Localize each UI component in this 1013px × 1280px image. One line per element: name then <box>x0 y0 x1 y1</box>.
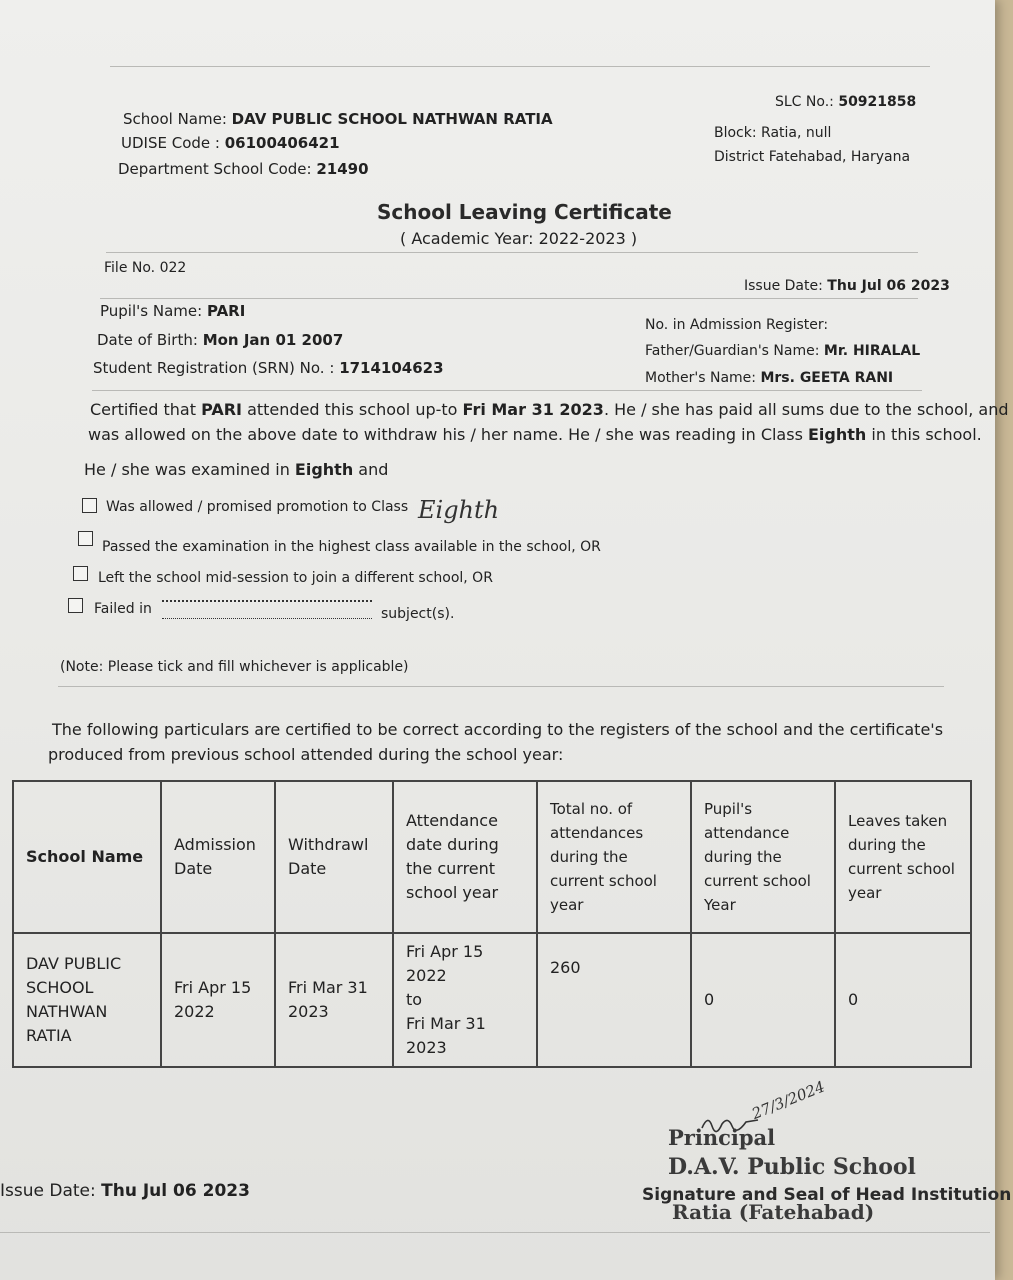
signature-label: Signature and Seal of Head Institution <box>642 1185 1012 1205</box>
left-option: Left the school mid-session to join a different school, OR <box>98 570 493 586</box>
udise-code: UDISE Code : 06100406421 <box>121 134 340 152</box>
failed-subjects-field[interactable] <box>162 600 372 619</box>
passed-option: Passed the examination in the highest class available in the school, OR <box>102 539 601 555</box>
cell-attendance-range <box>393 933 537 1067</box>
cell-leaves: 0 <box>835 933 971 1067</box>
attendance-to-word: to <box>406 990 423 1009</box>
particulars-line-2: produced from previous school attended during the school year: <box>48 745 564 764</box>
slc-number: SLC No.: 50921858 <box>775 94 917 110</box>
header-leaves-taken: Leaves taken during the current school year <box>835 781 971 933</box>
certified-line-1: Certified that PARI attended this school up-to Fri Mar 31 2023. He / she has paid all sums due to the school, and <box>90 400 1009 419</box>
department-code: Department School Code: 21490 <box>118 160 369 178</box>
attendance-from: Fri Apr 15 2022 <box>406 942 484 985</box>
date-of-birth: Date of Birth: Mon Jan 01 2007 <box>97 331 344 349</box>
handwritten-date: 27/3/2024 <box>749 1077 828 1123</box>
header-attendance-date: Attendance date during the current school year <box>393 781 537 933</box>
seal-principal: Principal <box>668 1125 776 1150</box>
left-checkbox[interactable] <box>73 566 88 581</box>
seal-location: Ratia (Fatehabad) <box>672 1200 875 1224</box>
header-school-name: School Name <box>13 781 161 933</box>
father-name: Father/Guardian's Name: Mr. HIRALAL <box>645 343 921 359</box>
certified-rule <box>92 390 922 391</box>
header-withdrawl-date: Withdrawl Date <box>275 781 393 933</box>
issue-date-top: Issue Date: Thu Jul 06 2023 <box>744 278 950 294</box>
issue-date-bottom: Issue Date: Thu Jul 06 2023 <box>0 1181 250 1201</box>
promotion-handwritten: Eighth <box>418 496 500 524</box>
seal-school: D.A.V. Public School <box>668 1154 916 1180</box>
attendance-table <box>12 780 972 1068</box>
particulars-line-1: The following particulars are certified to be correct according to the registers of the school and the certificate's <box>52 720 944 739</box>
failed-checkbox[interactable] <box>68 598 83 613</box>
bottom-rule <box>0 1232 990 1233</box>
certificate-title: School Leaving Certificate <box>377 200 672 224</box>
cell-admission: Fri Apr 15 2022 <box>161 933 275 1067</box>
certified-line-2: was allowed on the above date to withdraw his / her name. He / she was reading in Class Eighth in this school. <box>88 425 982 444</box>
cell-pupil-attendance: 0 <box>691 933 835 1067</box>
admission-register: No. in Admission Register: <box>645 317 829 333</box>
title-rule <box>106 252 918 253</box>
header-admission-date: Admission Date <box>161 781 275 933</box>
pupil-rule <box>100 298 918 299</box>
district: District Fatehabad, Haryana <box>714 149 911 165</box>
academic-year: ( Academic Year: 2022-2023 ) <box>400 229 638 248</box>
note: (Note: Please tick and fill whichever is applicable) <box>60 659 409 675</box>
attendance-to: Fri Mar 31 2023 <box>406 1014 486 1057</box>
subjects-label: subject(s). <box>381 606 455 622</box>
note-rule <box>58 686 944 687</box>
cell-withdrawl: Fri Mar 31 2023 <box>275 933 393 1067</box>
top-rule <box>110 66 930 67</box>
header-total-attendances: Total no. of attendances during the current school year <box>537 781 691 933</box>
header-pupil-attendance: Pupil's attendance during the current school Year <box>691 781 835 933</box>
mother-name: Mother's Name: Mrs. GEETA RANI <box>645 370 894 386</box>
failed-option: Failed in <box>94 601 152 617</box>
table-row <box>13 933 971 1067</box>
cell-school: DAV PUBLIC SCHOOL NATHWAN RATIA <box>13 933 161 1067</box>
table-header-row <box>13 781 971 933</box>
school-name: School Name: DAV PUBLIC SCHOOL NATHWAN RATIA <box>123 110 553 128</box>
pupil-name: Pupil's Name: PARI <box>100 302 246 320</box>
passed-checkbox[interactable] <box>78 531 93 546</box>
promotion-option: Was allowed / promised promotion to Class <box>106 499 409 515</box>
cell-total-attendances: 260 <box>537 933 691 1067</box>
file-number: File No. 022 <box>104 260 187 276</box>
block: Block: Ratia, null <box>714 125 832 141</box>
srn-number: Student Registration (SRN) No. : 1714104623 <box>93 359 444 377</box>
certified-line-3: He / she was examined in Eighth and <box>84 460 389 479</box>
promotion-checkbox[interactable] <box>82 498 97 513</box>
